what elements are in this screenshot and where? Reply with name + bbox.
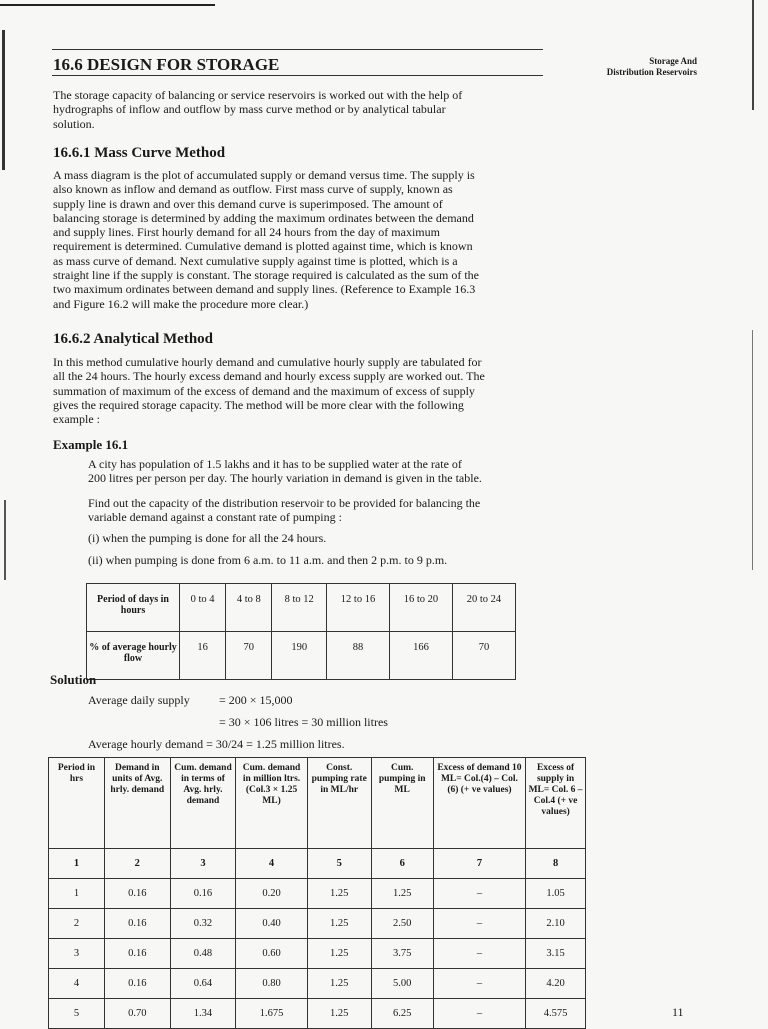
table-cell: 3 <box>49 939 105 969</box>
table-cell: 2 <box>49 909 105 939</box>
table-cell: 4.575 <box>526 999 586 1029</box>
example-item-ii: (ii) when pumping is done from 6 a.m. to 11 a.m. and then 2 p.m. to 9 p.m. <box>88 553 448 567</box>
column-number-row <box>49 849 586 879</box>
text-line: gives the required storage capacity. The method will be more clear with the following <box>53 397 464 412</box>
column-header: Cum. demand in terms of Avg. hrly. demand <box>170 758 236 849</box>
text-line: requirement is determined. Cumulative demand is plotted against time, which is known <box>53 239 473 254</box>
column-number: 3 <box>170 849 236 879</box>
section-title: 16.6 DESIGN FOR STORAGE <box>53 55 280 74</box>
text-line: summation of maximum of the excess of demand and the maximum of excess of supply <box>53 383 475 398</box>
table-cell: 190 <box>272 632 327 680</box>
table-cell: 0.60 <box>236 939 307 969</box>
table-cell: – <box>433 969 525 999</box>
table-cell: 3.15 <box>526 939 586 969</box>
column-header: Cum. pumping in ML <box>371 758 433 849</box>
column-number: 6 <box>371 849 433 879</box>
table-cell: 0.20 <box>236 879 307 909</box>
table-cell: – <box>433 909 525 939</box>
mass-curve-paragraph <box>53 168 543 311</box>
table-cell: 0.64 <box>170 969 236 999</box>
column-header: Period in hrs <box>49 758 105 849</box>
text-line: also known as inflow and demand as outflow. First mass curve of supply, known as <box>53 182 453 197</box>
text-line: and supply lines. First hourly demand for all 24 hours from the day of maximum <box>53 225 440 240</box>
table-row <box>49 939 586 969</box>
text-line: two maximum ordinates between demand and supply lines. (Reference to Example 16.3 <box>53 282 476 297</box>
hourly-variation-table <box>86 583 516 680</box>
column-number: 7 <box>433 849 525 879</box>
section-rule-top <box>52 49 543 50</box>
table-row <box>49 879 586 909</box>
table-cell: 0.16 <box>170 879 236 909</box>
side-note-line-1: Storage And <box>649 56 697 66</box>
text-line: In this method cumulative hourly demand and cumulative hourly supply are tabulated for <box>53 355 482 369</box>
example-item-i: (i) when the pumping is done for all the 24 hours. <box>88 531 327 545</box>
subsection-title-analytical: 16.6.2 Analytical Method <box>53 331 213 347</box>
table-cell: 1.25 <box>307 909 371 939</box>
right-edge-lower <box>752 330 753 570</box>
analytical-paragraph <box>53 355 543 426</box>
binding-edge-lower <box>4 500 6 580</box>
section-rule-bottom <box>52 75 543 76</box>
side-note <box>585 56 697 78</box>
column-header: Demand in units of Avg. hrly. demand <box>104 758 170 849</box>
example-title: Example 16.1 <box>53 437 129 452</box>
table-cell: – <box>433 999 525 1029</box>
solution-title: Solution <box>50 672 97 687</box>
table-cell: 16 <box>180 632 226 680</box>
table-row <box>87 632 516 680</box>
calc-daily-supply-value: = 200 × 15,000 <box>219 693 293 707</box>
text-line: example : <box>53 412 100 427</box>
text-line: solution. <box>53 116 95 131</box>
table-cell: 1.25 <box>307 969 371 999</box>
text-line: The storage capacity of balancing or service reservoirs is worked out with the help of <box>53 88 463 102</box>
table-row <box>49 909 586 939</box>
table-cell: 0.16 <box>104 909 170 939</box>
table-cell: 0.70 <box>104 999 170 1029</box>
table-cell: 1.25 <box>371 879 433 909</box>
table-cell: 1.675 <box>236 999 307 1029</box>
table-cell: 0 to 4 <box>180 584 226 632</box>
table-cell: – <box>433 879 525 909</box>
table-row <box>49 969 586 999</box>
table-header: Period of days in hours <box>87 584 180 632</box>
example-paragraph-1 <box>88 457 543 486</box>
text-line: and Figure 16.2 will make the procedure more clear.) <box>53 296 309 311</box>
calc-daily-supply-label: Average daily supply <box>88 693 190 707</box>
table-cell: 4.20 <box>526 969 586 999</box>
table-cell: 0.16 <box>104 939 170 969</box>
table-cell: 1.34 <box>170 999 236 1029</box>
table-cell: 16 to 20 <box>389 584 452 632</box>
table-cell: 0.48 <box>170 939 236 969</box>
top-rule <box>0 4 215 6</box>
table-cell: 70 <box>452 632 515 680</box>
table-cell: 1.05 <box>526 879 586 909</box>
column-header: Excess of demand 10 ML= Col.(4) – Col.(6) (+ ve values) <box>433 758 525 849</box>
table-cell: 0.40 <box>236 909 307 939</box>
text-line: variable demand against a constant rate of pumping : <box>88 510 342 525</box>
table-cell: 2.10 <box>526 909 586 939</box>
binding-edge <box>2 30 5 170</box>
table-cell: 12 to 16 <box>327 584 390 632</box>
table-header-row <box>49 758 586 849</box>
table-row <box>87 584 516 632</box>
table-header: % of average hourly flow <box>87 632 180 680</box>
text-line: as mass curve of demand. Next cumulative supply against time is plotted, which is a <box>53 253 458 268</box>
column-number: 5 <box>307 849 371 879</box>
table-cell: 0.16 <box>104 879 170 909</box>
text-line: A city has population of 1.5 lakhs and it has to be supplied water at the rate of <box>88 457 462 471</box>
intro-paragraph <box>53 88 543 131</box>
column-header: Cum. demand in million ltrs. (Col.3 × 1.25 ML) <box>236 758 307 849</box>
text-line: hydrographs of inflow and outflow by mass curve method or by analytical tabular <box>53 102 446 117</box>
table-cell: 6.25 <box>371 999 433 1029</box>
table-cell: 1 <box>49 879 105 909</box>
table-cell: 3.75 <box>371 939 433 969</box>
text-line: all the 24 hours. The hourly excess demand and hourly excess supply are worked out. The <box>53 369 485 384</box>
text-line: straight line if the supply is constant. The storage required is calculated as the sum of the <box>53 268 479 283</box>
example-paragraph-2 <box>88 496 543 525</box>
page-number: 11 <box>672 1005 684 1019</box>
calc-million-litres: = 30 × 106 litres = 30 million litres <box>219 715 388 729</box>
table-cell: 1.25 <box>307 999 371 1029</box>
table-cell: 8 to 12 <box>272 584 327 632</box>
table-cell: 4 <box>49 969 105 999</box>
column-number: 8 <box>526 849 586 879</box>
table-cell: 2.50 <box>371 909 433 939</box>
table-cell: 20 to 24 <box>452 584 515 632</box>
table-cell: 166 <box>389 632 452 680</box>
column-number: 4 <box>236 849 307 879</box>
table-cell: 0.32 <box>170 909 236 939</box>
text-line: supply line is drawn and over this demand curve is superimposed. The amount of <box>53 196 443 211</box>
column-number: 2 <box>104 849 170 879</box>
text-line: A mass diagram is the plot of accumulated supply or demand versus time. The supply is <box>53 168 475 182</box>
table-cell: 0.16 <box>104 969 170 999</box>
storage-calculation-table <box>48 757 586 1029</box>
column-number: 1 <box>49 849 105 879</box>
subsection-title-mass-curve: 16.6.1 Mass Curve Method <box>53 145 226 161</box>
table-cell: 5.00 <box>371 969 433 999</box>
table-cell: – <box>433 939 525 969</box>
table-cell: 70 <box>226 632 272 680</box>
table-cell: 1.25 <box>307 879 371 909</box>
column-header: Excess of supply in ML= Col. 6 – Col.4 (+ ve values) <box>526 758 586 849</box>
side-note-line-2: Distribution Reservoirs <box>606 67 697 77</box>
table-cell: 88 <box>327 632 390 680</box>
table-cell: 1.25 <box>307 939 371 969</box>
text-line: 200 litres per person per day. The hourly variation in demand is given in the table. <box>88 471 482 486</box>
column-header: Const. pumping rate in ML/hr <box>307 758 371 849</box>
table-cell: 4 to 8 <box>226 584 272 632</box>
table-cell: 5 <box>49 999 105 1029</box>
table-cell: 0.80 <box>236 969 307 999</box>
text-line: Find out the capacity of the distribution reservoir to be provided for balancing the <box>88 496 481 510</box>
table-row <box>49 999 586 1029</box>
text-line: balancing storage is determined by adding the maximum ordinates between the demand <box>53 210 474 225</box>
right-edge <box>752 0 754 110</box>
calc-hourly-demand: Average hourly demand = 30/24 = 1.25 million litres. <box>88 737 345 751</box>
